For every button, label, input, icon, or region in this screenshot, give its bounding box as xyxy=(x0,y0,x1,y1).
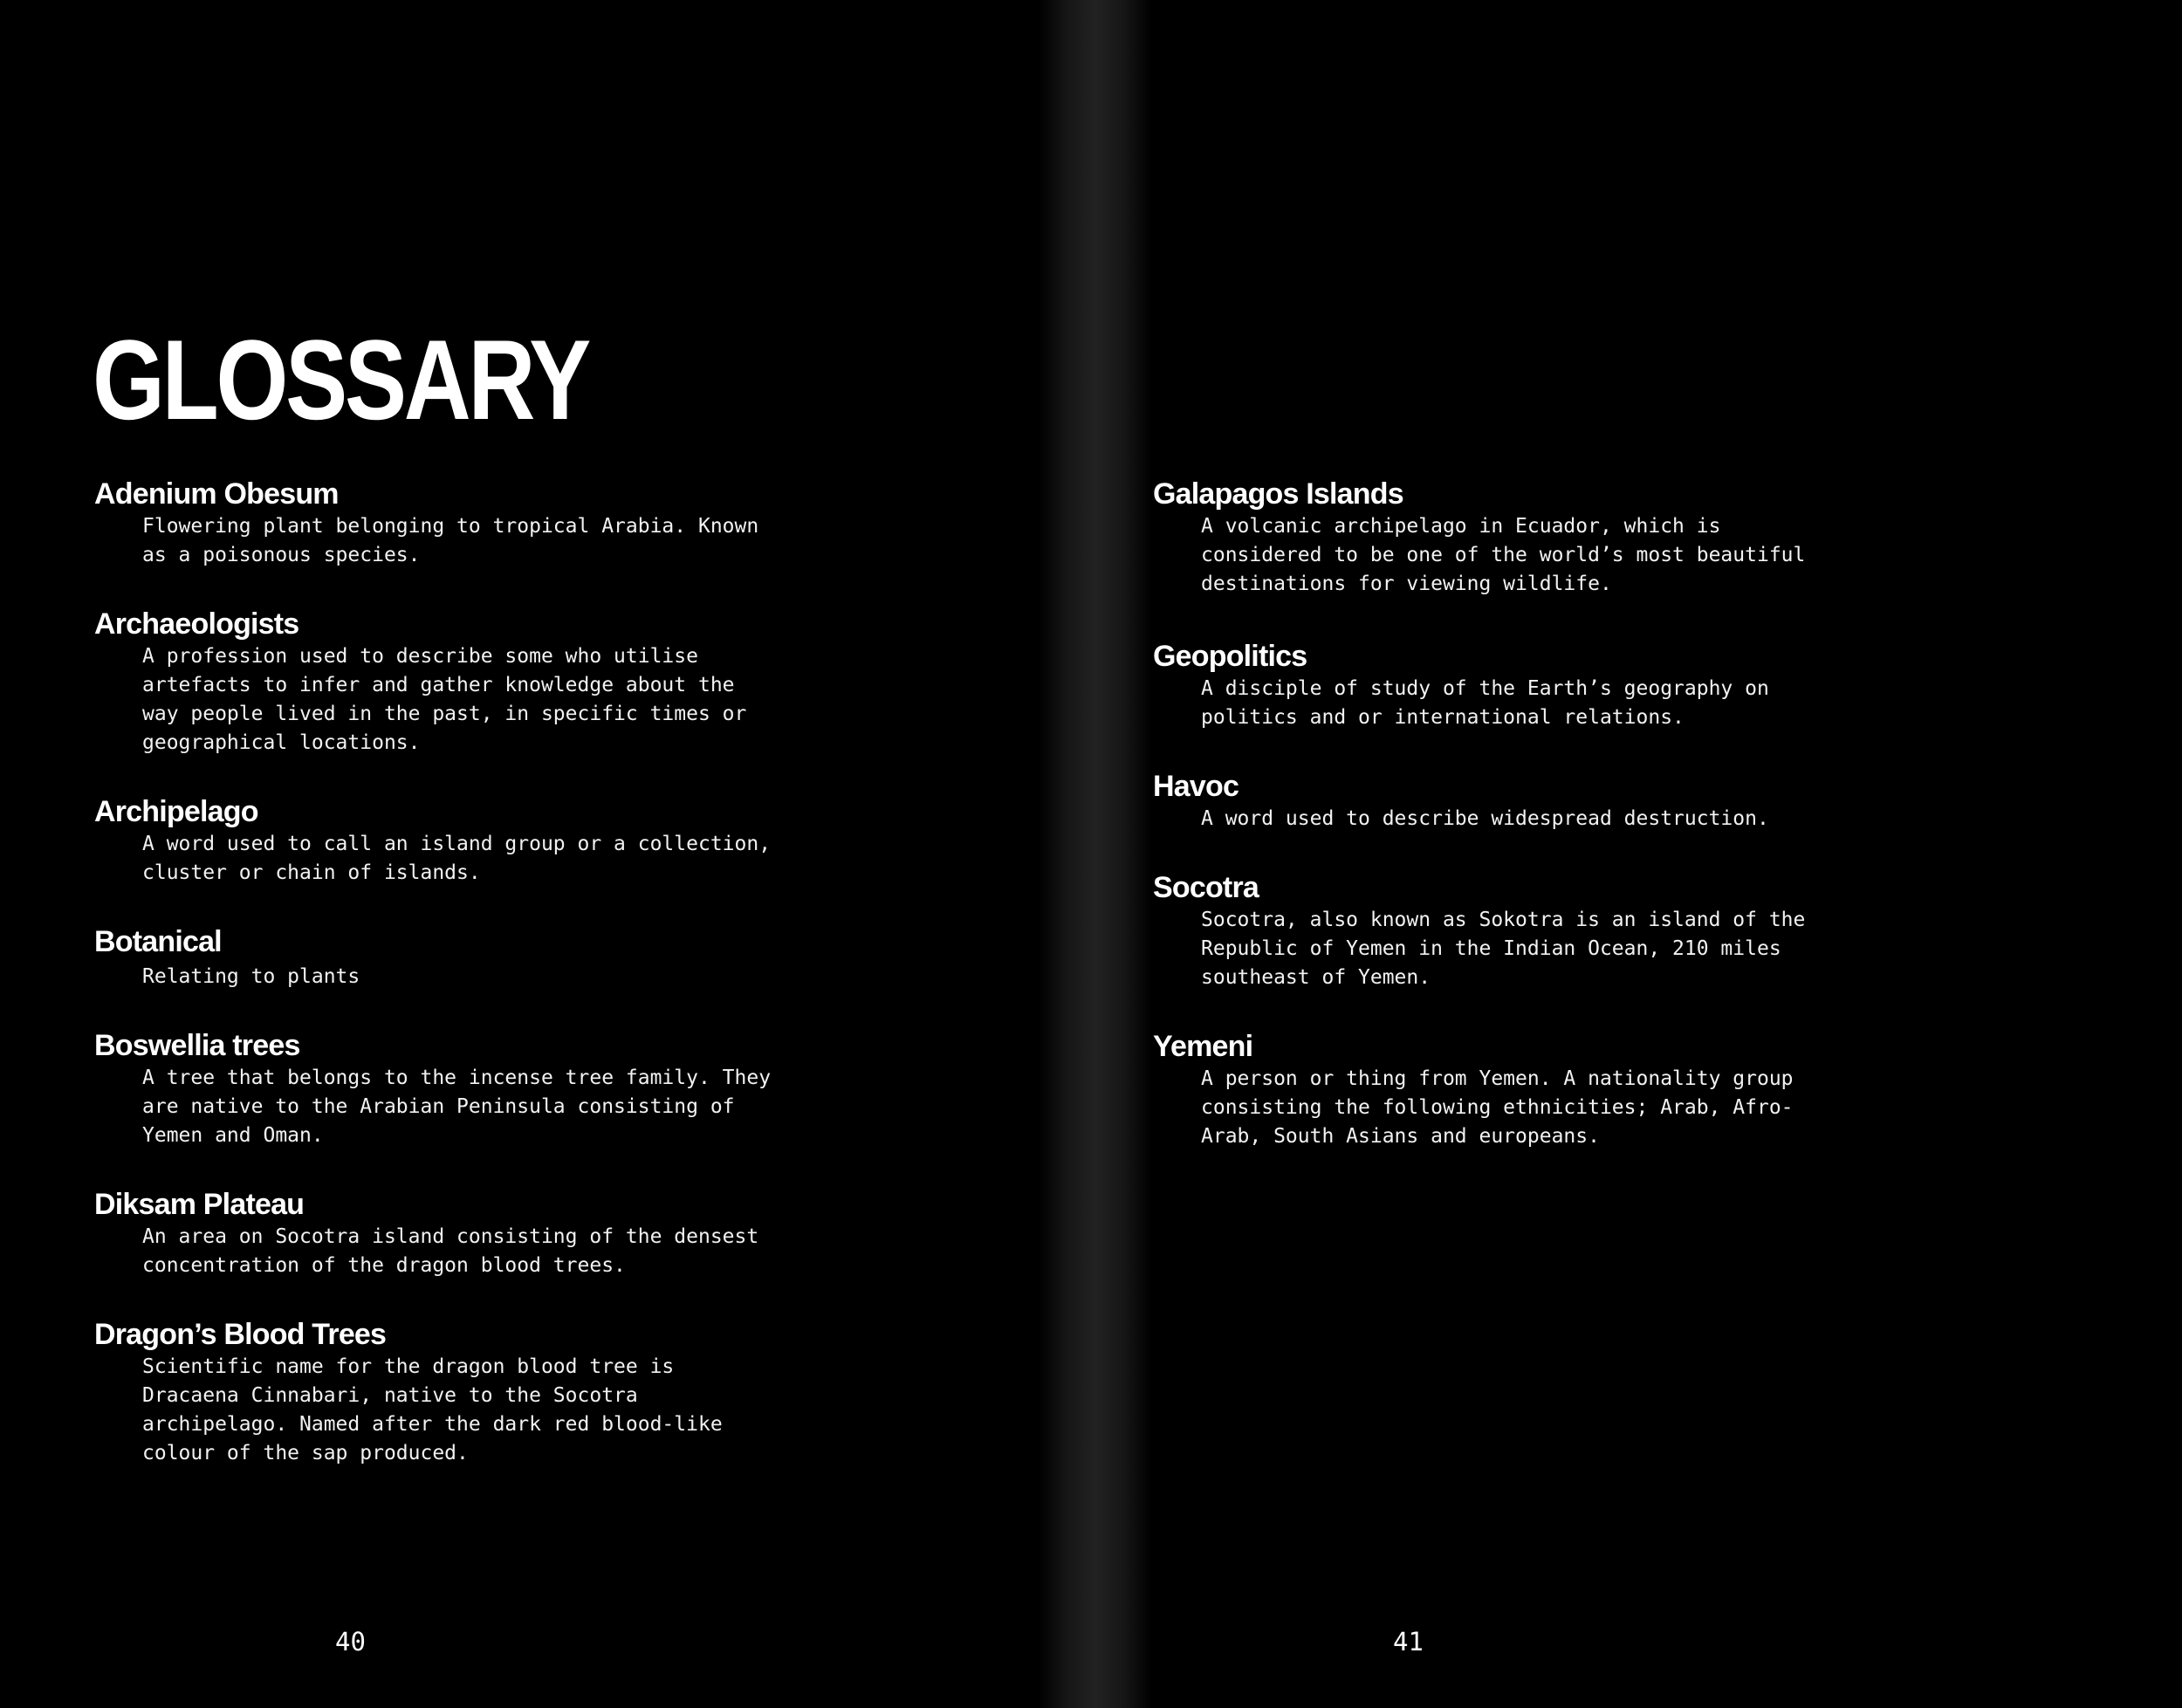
glossary-term: Diksam Plateau xyxy=(94,1188,305,1221)
glossary-entry xyxy=(94,1186,775,1280)
right-glossary-list xyxy=(1153,476,1834,1151)
page-number: 40 xyxy=(335,1627,366,1657)
glossary-term: Boswellia trees xyxy=(94,1029,300,1062)
glossary-definition: Socotra, also known as Sokotra is an island of the Republic of Yemen in the Indian Ocean, 210 miles southeast of Yemen. xyxy=(1201,909,1806,989)
glossary-entry xyxy=(94,606,775,758)
glossary-entry xyxy=(94,793,775,888)
glossary-term: Dragon’s Blood Trees xyxy=(94,1318,387,1351)
glossary-entry xyxy=(1153,768,1834,833)
left-page xyxy=(0,0,1074,1708)
glossary-entry xyxy=(94,1316,775,1468)
glossary-entry xyxy=(1153,1028,1834,1151)
glossary-entry xyxy=(1153,869,1834,992)
glossary-term: Botanical xyxy=(94,925,222,958)
glossary-term: Archaeologists xyxy=(94,607,299,641)
glossary-term: Adenium Obesum xyxy=(94,477,339,511)
glossary-term: Archipelago xyxy=(94,795,258,828)
glossary-definition: Flowering plant belonging to tropical Arabia. Known as a poisonous species. xyxy=(142,515,759,566)
glossary-definition: A tree that belongs to the incense tree family. They are native to the Arabian Peninsula consisting of Yemen and Oman. xyxy=(142,1067,772,1147)
glossary-definition: A profession used to describe some who utilise artefacts to infer and gather knowledge about the way people lived in the past, in specific times or geographical locations. xyxy=(142,645,747,754)
glossary-term: Socotra xyxy=(1153,871,1259,904)
glossary-definition: A person or thing from Yemen. A nationality group consisting the following ethnicities; Arab, Afro-Arab, South Asians and europeans. xyxy=(1201,1067,1794,1148)
glossary-definition: Relating to plants xyxy=(142,965,360,988)
glossary-definition: A word used to call an island group or a collection, cluster or chain of islands. xyxy=(142,833,772,884)
right-page xyxy=(1091,0,2182,1708)
glossary-definition: An area on Socotra island consisting of the densest concentration of the dragon blood trees. xyxy=(142,1225,759,1277)
glossary-entry xyxy=(94,1027,775,1150)
glossary-definition: A disciple of study of the Earth’s geography on politics and or international relations. xyxy=(1201,677,1769,729)
glossary-term: Yemeni xyxy=(1153,1030,1253,1063)
glossary-definition: A word used to describe widespread destruction. xyxy=(1201,807,1769,830)
glossary-definition: Scientific name for the dragon blood tree is Dracaena Cinnabari, native to the Socotra archipelago. Named after the dark red blood-like colour of the sap produced. xyxy=(142,1355,723,1464)
glossary-entry xyxy=(94,476,775,570)
glossary-title: GLOSSARY xyxy=(93,316,589,443)
glossary-entry xyxy=(1153,638,1834,732)
glossary-term: Geopolitics xyxy=(1153,640,1307,673)
glossary-term: Havoc xyxy=(1153,770,1239,803)
glossary-entry xyxy=(1153,476,1834,599)
glossary-definition: A volcanic archipelago in Ecuador, which is considered to be one of the world’s most beautiful destinations for viewing wildlife. xyxy=(1201,515,1806,595)
glossary-term: Galapagos Islands xyxy=(1153,477,1403,511)
glossary-entry xyxy=(94,923,775,991)
left-glossary-list xyxy=(94,476,775,1468)
page-number: 41 xyxy=(1393,1627,1424,1657)
